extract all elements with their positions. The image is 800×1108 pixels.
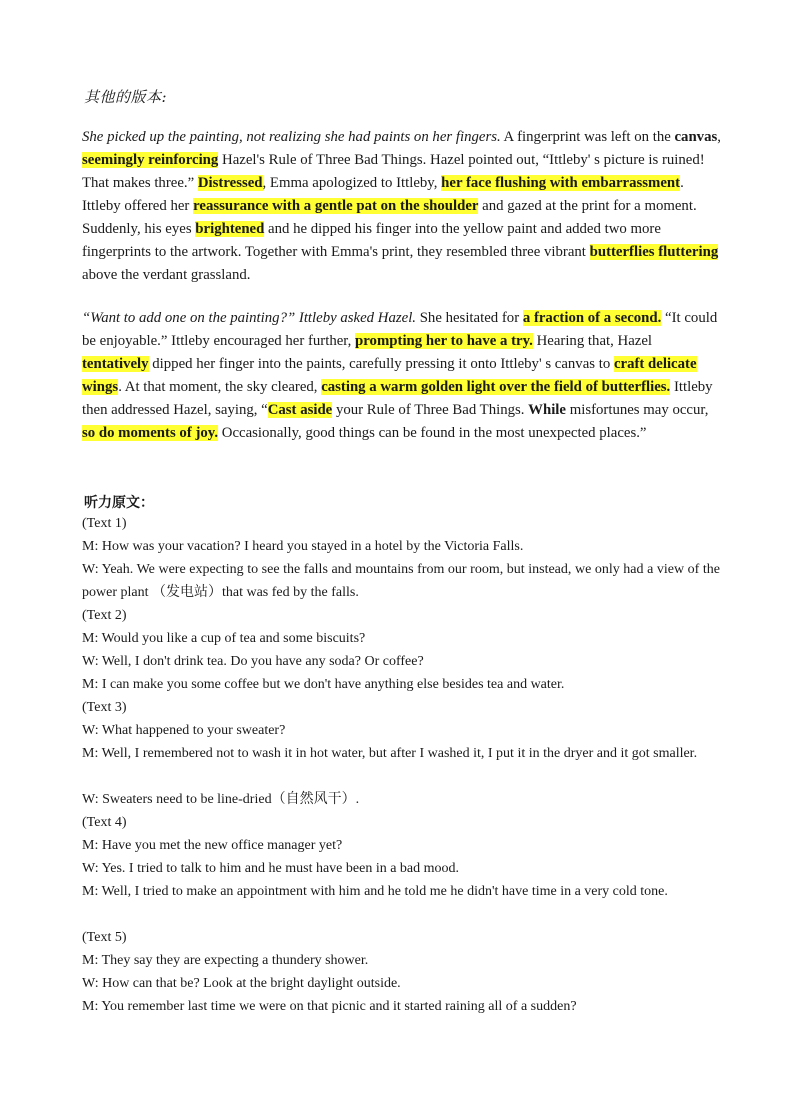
highlight: prompting her to have a try. (355, 333, 533, 349)
highlight: Cast aside (267, 402, 333, 418)
para2-bold-while: While (528, 402, 566, 418)
dialogue-line: M: You remember last time we were on that picnic and it started raining all of a sudden? (82, 999, 577, 1014)
versions-heading: 其他的版本: (84, 88, 168, 106)
para2-text: dipped her finger into the paints, carefully pressing it onto Ittleby' s canvas to (148, 356, 614, 372)
dialogue-line: W: Well, I don't drink tea. Do you have any soda? Or coffee? (82, 654, 424, 669)
dialogue-line: M: Well, I remembered not to wash it in hot water, but after I washed it, I put it in the dryer and it got smaller. (82, 746, 698, 761)
para2-text: misfortunes may occur, (566, 402, 709, 418)
text-label: (Text 4) (82, 815, 127, 830)
highlight: Distressed (197, 175, 263, 191)
para1-bold-canvas: canvas (674, 129, 718, 145)
para1-text: , Emma apologized to Ittleby, (262, 175, 442, 191)
text-label: (Text 5) (82, 930, 127, 945)
para2-text: “It could be enjoyable.” Ittleby encouraged her further, (82, 310, 718, 349)
highlight: reassurance with a gentle pat on the shoulder (193, 198, 479, 214)
para1-opening: She picked up the painting, not realizing she had paints on her fingers. (82, 129, 501, 145)
dialogue-line: W: Yeah. We were expecting to see the falls and mountains from our room, but instead, we only had a view of the power plant （发电站）that was fed by the falls. (82, 562, 720, 600)
para1-text: above the verdant grassland. (82, 267, 251, 283)
para1-text: . Ittleby offered her (82, 175, 684, 214)
para2-text: Occasionally, good things can be found in the most unexpected places.” (218, 425, 647, 441)
highlight: brightened (195, 221, 265, 237)
para1-text: and gazed at the print for a moment. Suddenly, his eyes (82, 198, 697, 237)
text-label: (Text 3) (82, 700, 127, 715)
paragraph-1 (82, 126, 722, 287)
highlight: tentatively (82, 356, 149, 372)
paragraph-2 (82, 307, 722, 445)
highlight: a fraction of a second. (522, 310, 662, 326)
para1-text: Hazel's Rule of Three Bad Things. Hazel pointed out, “Ittleby' s picture is ruined! That makes three.” (82, 152, 705, 191)
para2-text: She hesitated for (416, 310, 523, 326)
para1-text: and he dipped his finger into the yellow paint and added two more fingerprints to the artwork. Together with Emma's print, they resembled three vibrant (82, 221, 661, 260)
para1-text: A fingerprint was left on the (500, 129, 675, 145)
dialogue-line: W: How can that be? Look at the bright daylight outside. (82, 976, 401, 991)
text-label: (Text 1) (82, 516, 127, 531)
highlight: so do moments of joy. (82, 425, 219, 441)
dialogue-line: M: Well, I tried to make an appointment with him and he told me he didn't have time in a very cold tone. (82, 884, 668, 899)
para2-text: Hearing that, Hazel (532, 333, 653, 349)
highlight: her face flushing with embarrassment (441, 175, 681, 191)
highlight: craft delicate wings (82, 356, 697, 395)
highlight: butterflies fluttering (589, 244, 719, 260)
dialogue-line: W: Yes. I tried to talk to him and he must have been in a bad mood. (82, 861, 460, 876)
dialogue-line: M: How was your vacation? I heard you stayed in a hotel by the Victoria Falls. (82, 539, 524, 554)
text-label: (Text 2) (82, 608, 127, 623)
para2-opening: “Want to add one on the painting?” Ittleby asked Hazel. (82, 310, 416, 326)
dialogue-line: W: What happened to your sweater? (82, 723, 286, 738)
para2-text: Ittleby then addressed Hazel, saying, “ (82, 379, 713, 418)
dialogue-line: M: I can make you some coffee but we don't have anything else besides tea and water. (82, 677, 565, 692)
transcript-heading: 听力原文： (84, 495, 154, 511)
dialogue-line: M: Have you met the new office manager yet? (82, 838, 343, 853)
dialogue-line: M: They say they are expecting a thundery shower. (82, 953, 369, 968)
dialogue-line: W: Sweaters need to be line-dried（自然风干）. (82, 792, 360, 807)
highlight: seemingly reinforcing (82, 152, 219, 168)
para2-text: . At that moment, the sky cleared, (118, 379, 322, 395)
dialogue-line: M: Would you like a cup of tea and some biscuits? (82, 631, 366, 646)
highlight: casting a warm golden light over the field of butterflies. (321, 379, 671, 395)
para1-text: , (717, 129, 721, 145)
para2-text: your Rule of Three Bad Things. (332, 402, 529, 418)
